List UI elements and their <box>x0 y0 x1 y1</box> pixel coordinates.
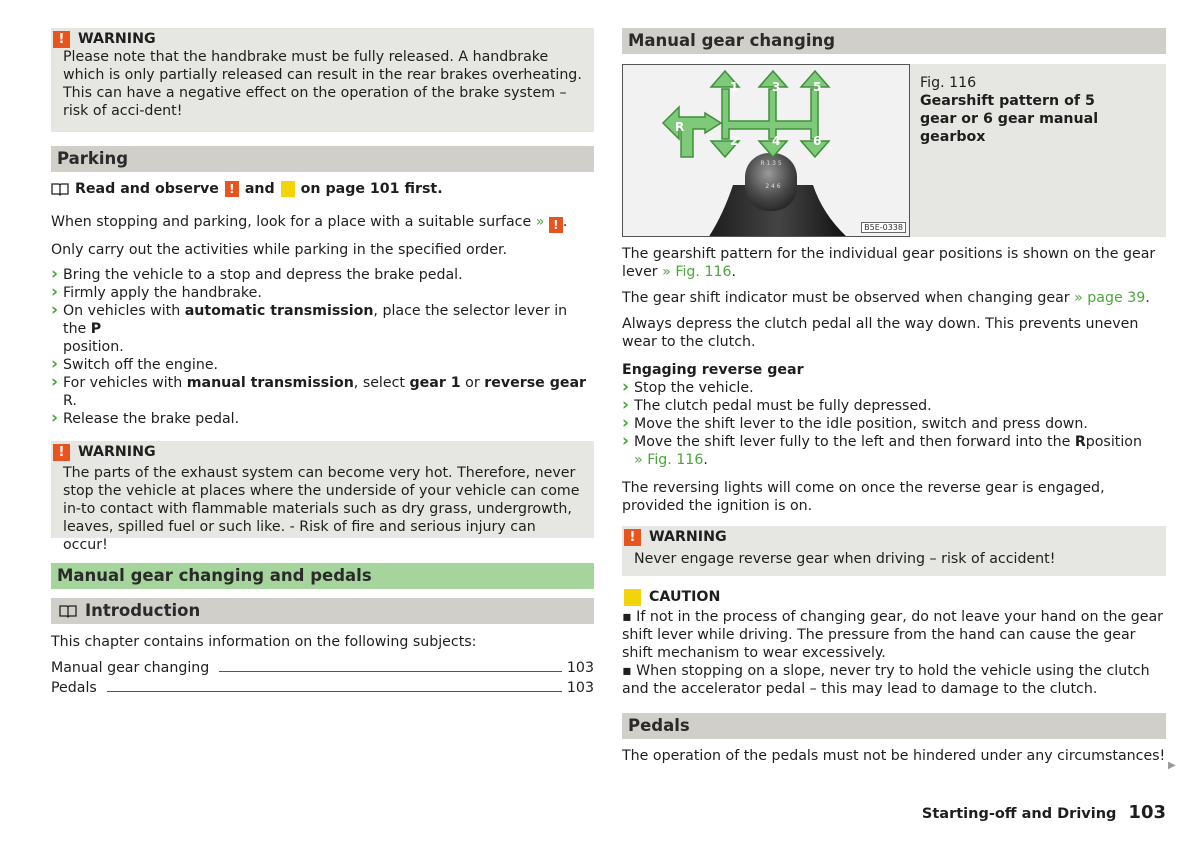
warning-sign-icon: ! <box>225 181 239 197</box>
knob-pattern-bottom: 2 4 6 <box>765 183 781 190</box>
warning-header <box>51 30 582 48</box>
warning-sign-icon: ! <box>624 529 641 546</box>
gear-paragraph-3: Always depress the clutch pedal all the way down. This prevents uneven wear to the clutch. <box>622 316 1139 350</box>
reversing-lights-paragraph: The reversing lights will come on once the reverse gear is engaged, provided the ignition is on. <box>622 480 1105 514</box>
toc-entry[interactable] <box>51 679 594 697</box>
parking-steps-list <box>51 266 594 428</box>
step-text: Move the shift lever to the idle position, switch and press down. <box>634 416 1088 432</box>
caution-text: When stopping on a slope, never try to hold the vehicle using the clutch and the accelerator pedal – this may lead to damage to the clutch. <box>622 663 1150 697</box>
caution-header <box>622 588 1166 606</box>
book-icon <box>51 182 69 196</box>
step-bold: reverse gear <box>484 375 587 391</box>
step-text: R. <box>63 393 77 409</box>
section-heading-introduction <box>51 598 594 624</box>
step-text: The clutch pedal must be fully depressed. <box>634 398 932 414</box>
step-text: Switch off the engine. <box>63 357 219 373</box>
toc-label: Pedals <box>51 680 97 696</box>
warning-sign-icon: ! <box>53 31 70 48</box>
toc-leader <box>219 671 562 672</box>
read-and-conjunction: and <box>244 181 275 197</box>
warning-header <box>622 528 1154 546</box>
pedals-heading-text: Pedals <box>628 716 690 735</box>
list-item <box>51 302 594 356</box>
gear-label: 2 <box>730 134 739 148</box>
handbrake-warning <box>51 28 594 132</box>
section-heading-manual-gear-changing <box>622 28 1166 54</box>
toc-page: 103 <box>566 680 594 696</box>
warning-link[interactable]: » <box>535 214 545 230</box>
chapter-heading <box>51 563 594 589</box>
list-item <box>622 379 1166 397</box>
reverse-gear-heading: Engaging reverse gear <box>622 362 804 378</box>
parking-paragraph-2: Only carry out the activities while parking in the specified order. <box>51 242 508 258</box>
gear-label: R <box>675 120 685 134</box>
step-text: On vehicles with <box>63 303 185 319</box>
figure-link[interactable]: » Fig. 116 <box>634 452 704 468</box>
step-bold: manual transmission <box>186 375 354 391</box>
caution-item: ▪ If not in the process of changing gear, do not leave your hand on the gear shift lever while driving. The pressure from the hand can cause the gear shift mechanism to wear excessively. <box>622 609 1164 661</box>
gear-label: 4 <box>772 134 781 148</box>
warning-header <box>51 443 582 461</box>
list-item <box>51 356 594 374</box>
caution-sign-icon: ! <box>281 181 295 197</box>
list-item <box>51 374 594 410</box>
intro-text: This chapter contains information on the following subjects: <box>51 634 477 650</box>
book-icon <box>59 604 77 618</box>
list-item <box>622 397 1166 415</box>
warning-sign-icon: ! <box>53 444 70 461</box>
figure-title: Gearshift pattern of 5 gear or 6 gear manual gearbox <box>920 93 1099 145</box>
reverse-steps-list <box>622 379 1166 469</box>
pedals-paragraph: The operation of the pedals must not be hindered under any circumstances! <box>622 748 1166 764</box>
step-bold: R <box>1074 434 1086 450</box>
step-text: Release the brake pedal. <box>63 411 240 427</box>
gear-p1-text: The gearshift pattern for the individual gear positions is shown on the gear lever <box>622 246 1156 280</box>
caution-item: ▪ When stopping on a slope, never try to hold the vehicle using the clutch and the accelerator pedal – this may lead to damage to the clutch. <box>622 663 1150 697</box>
knob-pattern-top: R 1 3 5 <box>760 160 782 167</box>
page-footer <box>922 804 1166 823</box>
read-and-observe <box>51 180 594 198</box>
gear-label: 5 <box>813 80 822 94</box>
figure-number: Fig. 116 <box>920 75 977 91</box>
warning-text: Never engage reverse gear when driving – risk of accident! <box>634 551 1056 567</box>
step-text: Bring the vehicle to a stop and depress the brake pedal. <box>63 267 463 283</box>
step-text: Move the shift lever fully to the left and then forward into the <box>634 434 1075 450</box>
toc-leader <box>107 691 562 692</box>
list-item <box>51 410 594 428</box>
figure-block <box>622 64 1166 237</box>
warning-title: WARNING <box>78 31 156 47</box>
step-text: Stop the vehicle. <box>634 380 754 396</box>
left-column <box>51 28 594 697</box>
step-bold: P <box>90 321 102 337</box>
chapter-heading-text: Manual gear changing and pedals <box>57 566 372 585</box>
caution-text: If not in the process of changing gear, do not leave your hand on the gear shift lever while driving. The pressure from the hand can cause the gear shift mechanism to wear excessively. <box>622 609 1164 661</box>
read-and-observe-text: Read and observe <box>75 181 219 197</box>
right-column <box>622 28 1166 765</box>
footer-chapter: Starting-off and Driving <box>921 806 1117 822</box>
step-text: , place the selector lever in the <box>63 303 568 337</box>
step-text: position <box>1085 434 1142 450</box>
list-item <box>51 284 594 302</box>
gearshift-figure <box>622 64 910 237</box>
read-page-reference: on page 101 first. <box>300 181 443 197</box>
gear-label: 3 <box>772 80 781 94</box>
warning-text: The parts of the exhaust system can become very hot. Therefore, never stop the vehicle at places where the underside of your vehicle can come in-to contact with flammable materials such as dry grass, undergrowth, leaves, spilled fuel or such like. - Risk of fire and serious injury can occur! <box>63 465 580 553</box>
toc-page: 103 <box>566 660 594 676</box>
list-item: › Move the shift lever fully to the left and then forward into the Rposition » Fig. 116. <box>622 433 1166 469</box>
figure-link[interactable]: » Fig. 116 <box>662 264 732 280</box>
section-heading-parking <box>51 146 594 172</box>
list-item <box>622 415 1166 433</box>
warning-title: WARNING <box>78 444 156 460</box>
gear-label: 6 <box>813 134 822 148</box>
caution-sign-icon: ! <box>624 589 641 606</box>
section-heading-pedals <box>622 713 1166 739</box>
toc-entry[interactable] <box>51 659 594 677</box>
step-text: Firmly apply the handbrake. <box>63 285 262 301</box>
figure-caption <box>910 64 1135 237</box>
gear-p2-text: The gear shift indicator must be observed when changing gear <box>622 290 1070 306</box>
gear-label: 1 <box>730 80 739 94</box>
step-bold: automatic transmission <box>184 303 374 319</box>
figure-code: B5E-0338 <box>861 222 906 233</box>
gear-paragraph-2: The gear shift indicator must be observed when changing gear » page 39. <box>622 290 1150 306</box>
manual-gear-heading-text: Manual gear changing <box>628 31 836 50</box>
caution-title: CAUTION <box>649 589 721 605</box>
parking-paragraph-1: When stopping and parking, look for a place with a suitable surface » ! . <box>51 214 568 232</box>
step-bold: gear 1 <box>409 375 461 391</box>
gear-paragraph-1: The gearshift pattern for the individual gear positions is shown on the gear lever » Fig. 116. <box>622 246 1156 280</box>
gearshift-pattern-illustration <box>623 65 910 237</box>
step-text: position. <box>63 339 124 355</box>
list-item <box>51 266 594 284</box>
page-link[interactable]: » page 39 <box>1074 290 1146 306</box>
warning-sign-icon: ! <box>549 217 563 233</box>
introduction-heading-text: Introduction <box>85 601 201 620</box>
step-text: , select <box>353 375 410 391</box>
exhaust-warning <box>51 441 594 553</box>
step-text: or <box>460 375 485 391</box>
toc-label: Manual gear changing <box>51 660 210 676</box>
step-text: For vehicles with <box>63 375 187 391</box>
continue-arrow-icon: ▶ <box>1168 760 1176 771</box>
parking-heading-text: Parking <box>57 149 129 168</box>
warning-title: WARNING <box>649 529 727 545</box>
table-of-contents <box>51 659 594 697</box>
page-number: 103 <box>1128 802 1166 823</box>
caution-block <box>622 588 1166 698</box>
parking-p1-text: When stopping and parking, look for a place with a suitable surface <box>51 214 532 230</box>
reverse-warning <box>622 526 1166 576</box>
warning-text: Please note that the handbrake must be fully released. A handbrake which is only partially released can result in the rear brakes overheating. This can have a negative effect on the operation of the brake system – risk of acci-dent! <box>63 49 582 119</box>
